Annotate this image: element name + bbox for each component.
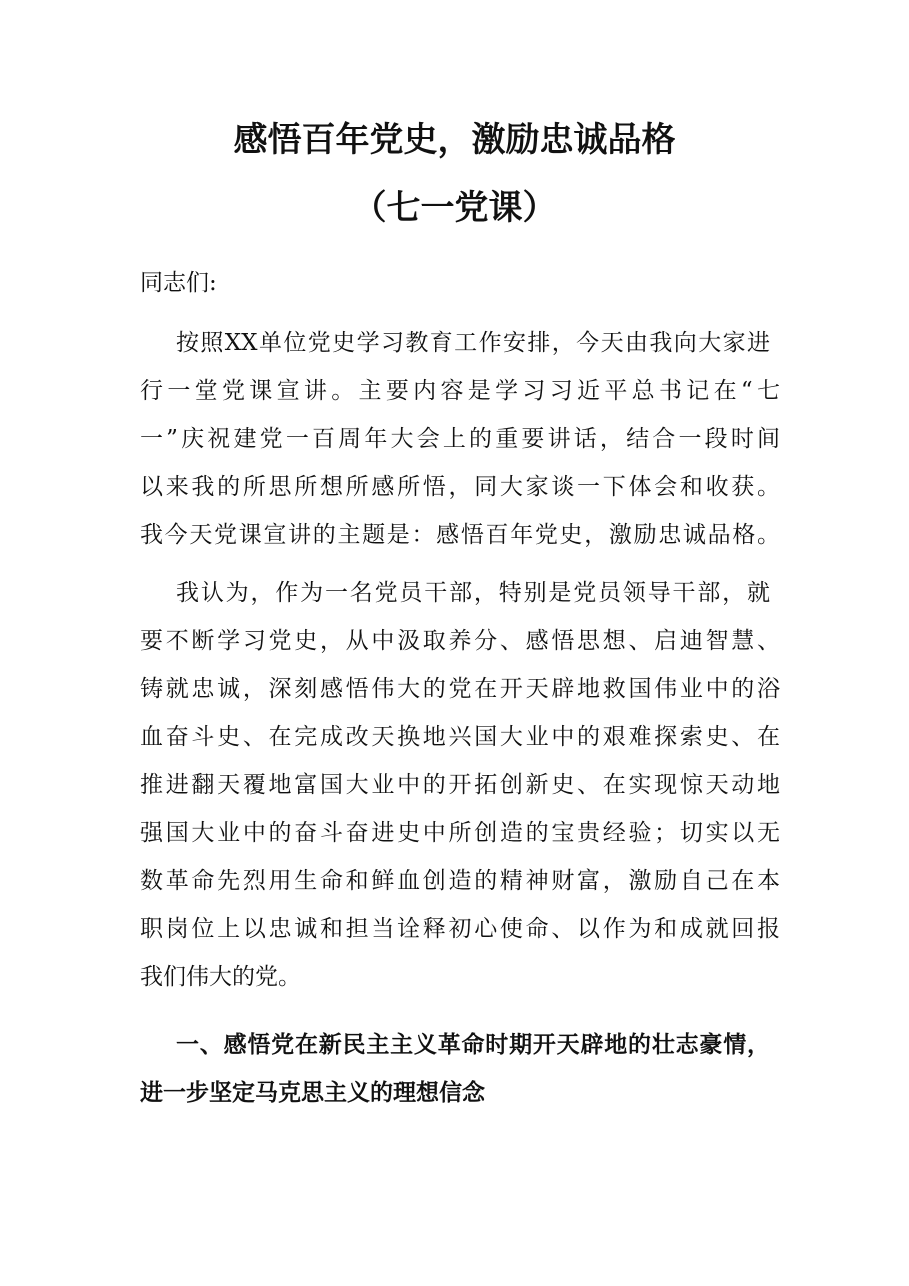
paragraph2-line: 我们伟大的党。 <box>140 964 301 990</box>
paragraph2-line: 职岗位上以忠诚和担当诠释初心使命、以作为和成就回报 <box>140 916 780 942</box>
paragraph1-line: 一”庆祝建党一百周年大会上的重要讲话，结合一段时间 <box>140 426 780 452</box>
paragraph2-line: 强国大业中的奋斗奋进史中所创造的宝贵经验；切实以无 <box>140 820 780 846</box>
document-title: 感悟百年党史，激励忠诚品格 <box>233 120 676 160</box>
document-subtitle: （七一党课） <box>352 188 557 228</box>
paragraph2-line: 数革命先烈用生命和鲜血创造的精神财富，激励自己在本 <box>140 868 780 894</box>
paragraph1-line: 按照XX单位党史学习教育工作安排，今天由我向大家进 <box>176 330 770 356</box>
paragraph2-line: 推进翻天覆地富国大业中的开拓创新史、在实现惊天动地 <box>140 772 780 798</box>
paragraph2-line: 血奋斗史、在完成改天换地兴国大业中的艰难探索史、在 <box>140 724 780 750</box>
paragraph1-line: 以来我的所思所想所感所悟，同大家谈一下体会和收获。 <box>140 474 780 500</box>
paragraph2-line: 我认为，作为一名党员干部，特别是党员领导干部，就 <box>176 580 770 606</box>
section-heading-line: 进一步坚定马克思主义的理想信念 <box>140 1080 485 1106</box>
paragraph1-line: 行一堂党课宣讲。主要内容是学习习近平总书记在“七 <box>140 378 780 404</box>
paragraph2-line: 要不断学习党史，从中汲取养分、感悟思想、启迪智慧、 <box>140 628 780 654</box>
paragraph2-line: 铸就忠诚，深刻感悟伟大的党在开天辟地救国伟业中的浴 <box>140 676 780 702</box>
paragraph1-line: 我今天党课宣讲的主题是：感悟百年党史，激励忠诚品格。 <box>140 522 780 548</box>
salutation: 同志们: <box>140 270 217 296</box>
section-heading-line: 一、感悟党在新民主主义革命时期开天辟地的壮志豪情， <box>176 1032 770 1058</box>
